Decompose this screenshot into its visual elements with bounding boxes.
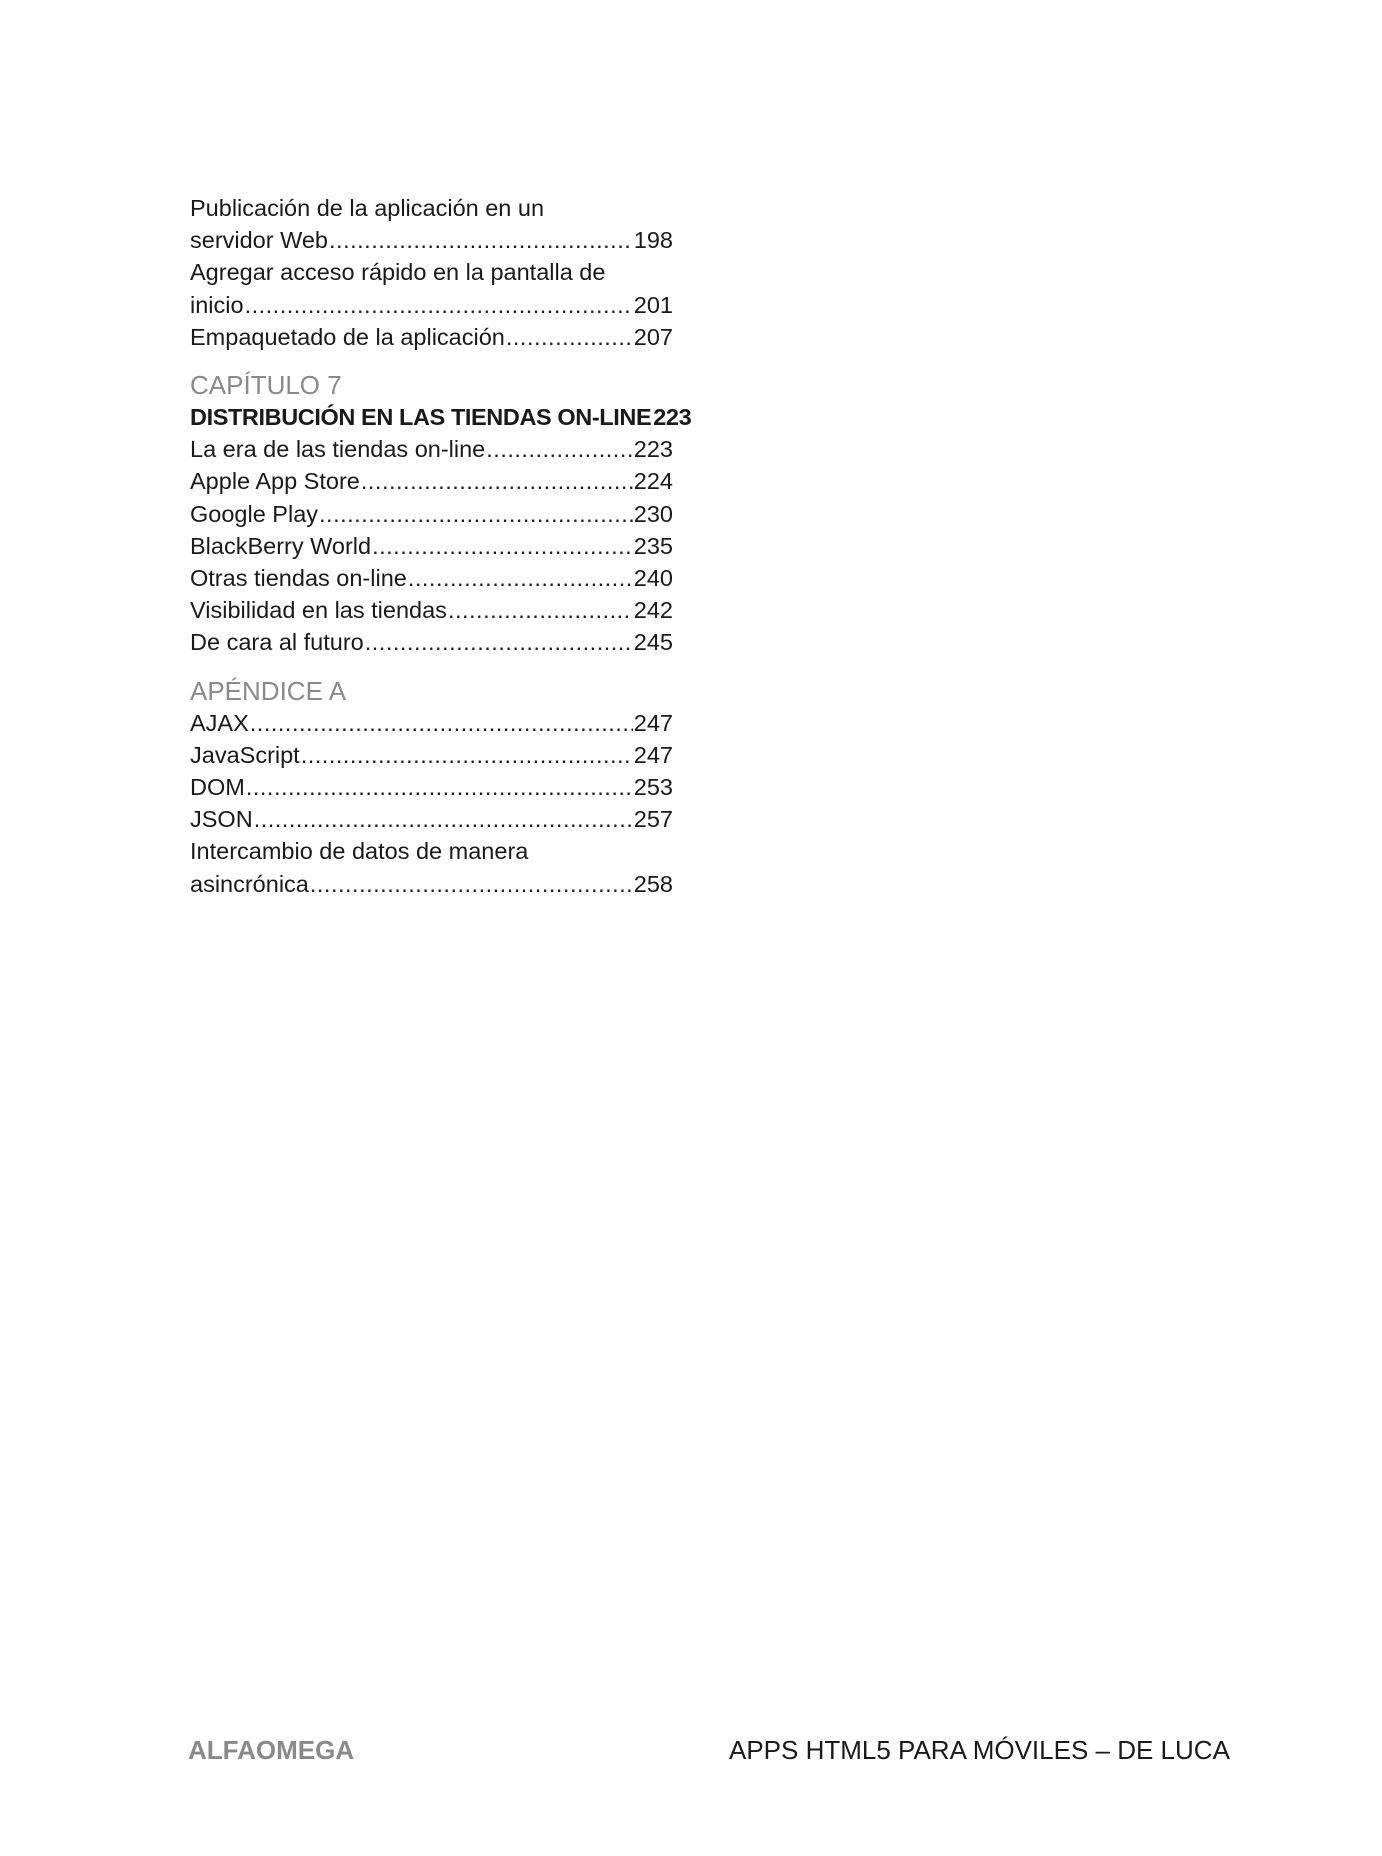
- toc-entry-title: JSON: [190, 806, 253, 833]
- toc-entry-title: De cara al futuro: [190, 629, 364, 656]
- toc-page-number: 207: [633, 323, 673, 350]
- toc-entry: [190, 594, 673, 626]
- toc-entry-title: Empaquetado de la aplicación: [190, 323, 505, 350]
- dot-leader: [301, 739, 633, 771]
- toc-page-number: 224: [633, 468, 673, 495]
- toc-page-number: 258: [633, 870, 673, 897]
- dot-leader: [506, 321, 633, 353]
- dot-leader: [408, 562, 633, 594]
- toc-entry-title: AJAX: [190, 709, 249, 736]
- dot-leader: [372, 530, 633, 562]
- toc-entry-title: inicio: [190, 291, 244, 318]
- toc-entry: [190, 626, 673, 658]
- toc-entry: [190, 530, 673, 562]
- toc-entry-title: Otras tiendas on-line: [190, 565, 407, 592]
- toc-entry: [190, 803, 673, 835]
- toc-entry: [190, 771, 673, 803]
- toc-entry-title: servidor Web: [190, 227, 329, 254]
- toc-page-number: 223: [653, 404, 692, 431]
- toc-entry: [190, 835, 673, 899]
- toc-page-number: 235: [633, 532, 673, 559]
- toc-entry: [190, 321, 673, 353]
- toc-page-number: 253: [633, 774, 673, 801]
- toc-page-number: 242: [633, 597, 673, 624]
- dot-leader: [486, 433, 633, 465]
- dot-leader: [361, 465, 633, 497]
- dot-leader: [310, 868, 633, 900]
- dot-leader: [365, 626, 633, 658]
- dot-leader: [319, 498, 633, 530]
- toc-page-number: 245: [633, 629, 673, 656]
- toc-entry: [190, 465, 673, 497]
- toc-page-number: 223: [633, 436, 673, 463]
- toc-entry: [190, 433, 673, 465]
- dot-leader: [246, 771, 633, 803]
- toc-page-number: 247: [633, 709, 673, 736]
- toc-entry: [190, 256, 673, 320]
- dot-leader: [448, 594, 633, 626]
- toc-page-number: 257: [633, 806, 673, 833]
- toc-page-number: 198: [633, 227, 673, 254]
- toc-page-number: 247: [633, 741, 673, 768]
- toc-entry-title: Apple App Store: [190, 468, 360, 495]
- section-heading: APÉNDICE A: [190, 675, 347, 706]
- toc-entry-title-line: Intercambio de datos de manera: [190, 838, 529, 865]
- toc-entry-title: JavaScript: [190, 741, 300, 768]
- toc-entry-title: Visibilidad en las tiendas: [190, 597, 447, 624]
- toc-entry-title: asincrónica: [190, 870, 309, 897]
- dot-leader: [329, 224, 633, 256]
- toc-entry: [190, 498, 673, 530]
- toc-entry: [190, 562, 673, 594]
- toc-entry: [190, 707, 673, 739]
- footer-book-title: APPS HTML5 PARA MÓVILES – DE LUCA: [729, 1735, 1230, 1765]
- toc-page-number: 201: [633, 291, 673, 318]
- toc-entry-title: La era de las tiendas on-line: [190, 436, 486, 463]
- toc-entry: [190, 192, 673, 256]
- table-of-contents: [190, 192, 692, 900]
- dot-leader: [245, 289, 633, 321]
- toc-entry-title: BlackBerry World: [190, 532, 372, 559]
- toc-entry-title: DISTRIBUCIÓN EN LAS TIENDAS ON-LINE: [190, 404, 652, 431]
- toc-entry-title: Google Play: [190, 500, 319, 527]
- toc-entry-title: DOM: [190, 774, 245, 801]
- toc-entry-title-line: Agregar acceso rápido en la pantalla de: [190, 259, 606, 286]
- footer-publisher: ALFAOMEGA: [188, 1735, 355, 1765]
- toc-page-number: 240: [633, 565, 673, 592]
- dot-leader: [254, 803, 633, 835]
- toc-entry: [190, 401, 692, 433]
- toc-entry-title-line: Publicación de la aplicación en un: [190, 195, 545, 221]
- toc-entry: [190, 739, 673, 771]
- toc-page-number: 230: [633, 500, 673, 527]
- section-heading: CAPÍTULO 7: [190, 370, 342, 401]
- dot-leader: [250, 707, 633, 739]
